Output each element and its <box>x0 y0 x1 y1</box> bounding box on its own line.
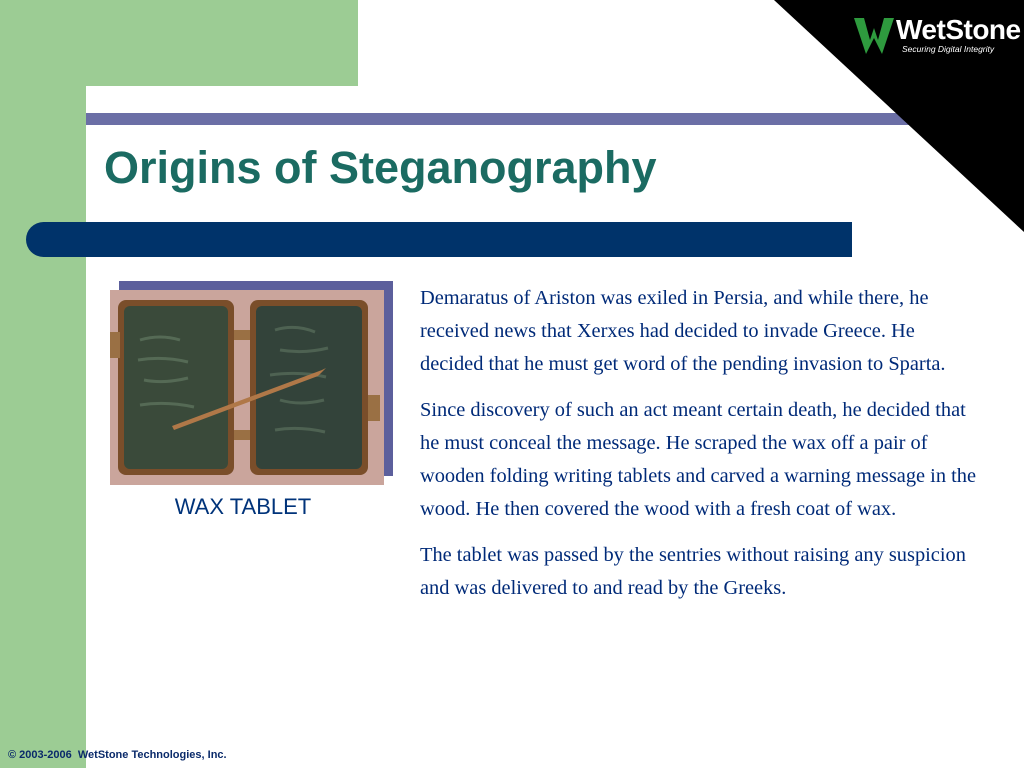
image-caption: WAX TABLET <box>174 494 312 519</box>
green-side-panel <box>0 0 86 768</box>
company-logo <box>852 14 1021 58</box>
paragraph-3: The tablet was passed by the sentries without raising any suspicion and was delivered to and read by the Greeks. <box>420 544 966 599</box>
paragraph-1: Demaratus of Ariston was exiled in Persia, and while there, he received news that Xerxes had decided to invade Greece. He decided that he must get word of the pending invasion to Sparta. <box>420 287 946 375</box>
navy-accent-bar <box>26 222 852 257</box>
logo-name: WetStone <box>896 14 1021 45</box>
logo-tagline: Securing Digital Integrity <box>902 44 995 54</box>
copyright-footer: © 2003-2006 WetStone Technologies, Inc. <box>8 749 227 761</box>
paragraph-2: Since discovery of such an act meant certain death, he decided that he must conceal the message. He scraped the wax off a pair of wooden folding writing tablets and carved a warning message in the wood. He then covered the wood with a fresh coat of wax. <box>420 399 977 520</box>
green-top-panel <box>0 0 358 86</box>
body-text <box>420 282 980 618</box>
wetstone-w-icon <box>854 18 894 54</box>
slide-title: Origins of Steganography <box>104 142 657 193</box>
wax-tablet-photo <box>110 290 384 485</box>
